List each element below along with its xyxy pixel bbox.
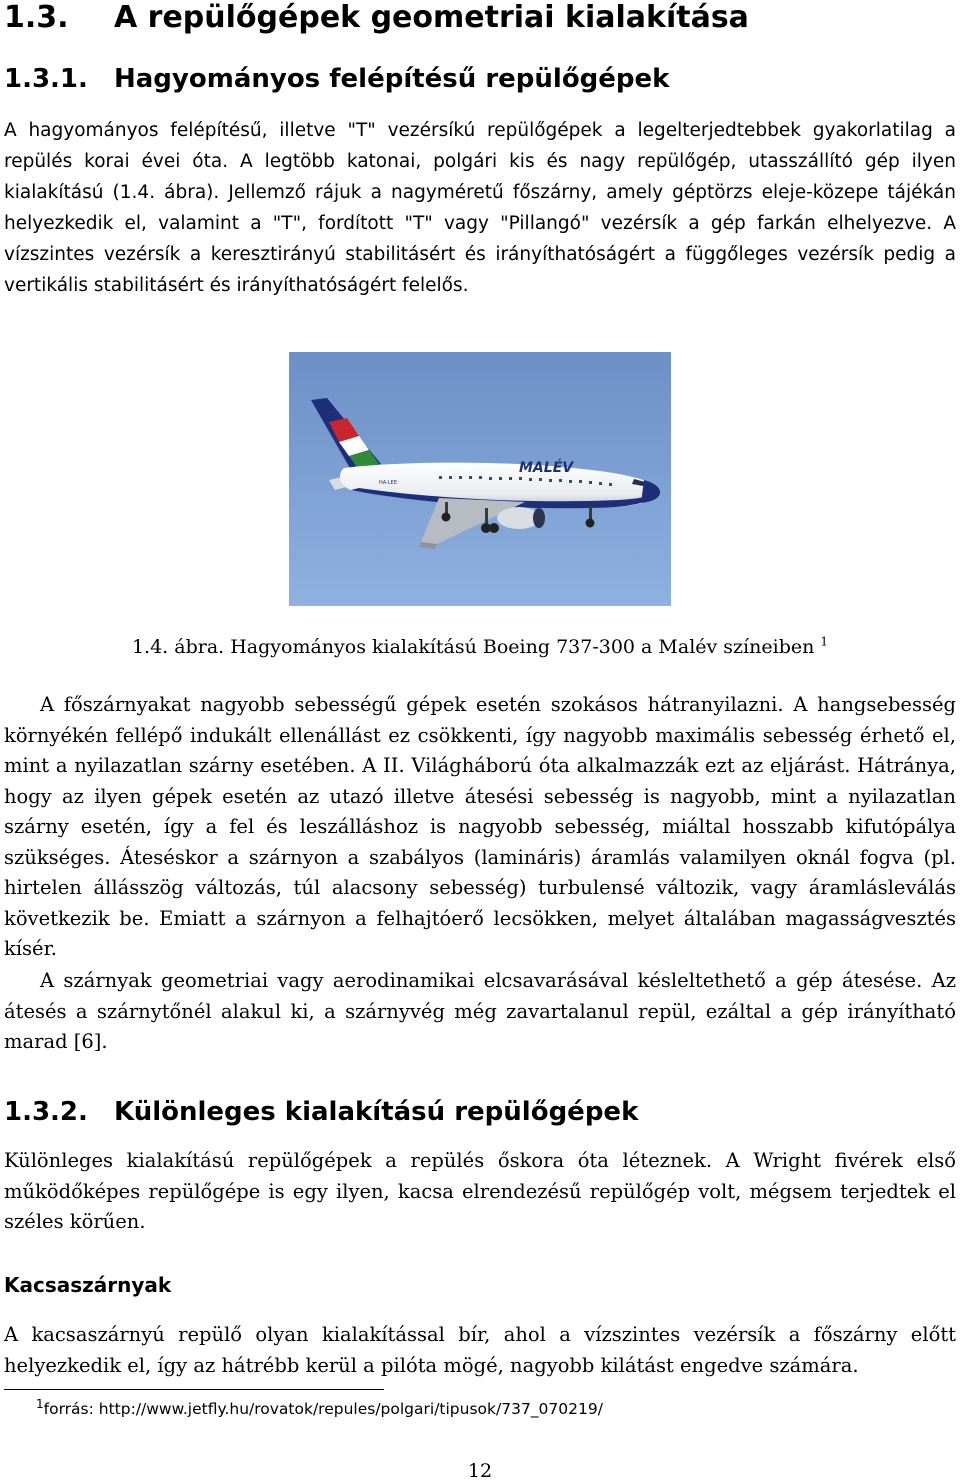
page-number: 12 <box>467 1460 493 1482</box>
figure-caption <box>0 636 960 658</box>
subsection-number: 1.3.2. <box>4 1097 88 1127</box>
footnote <box>36 1396 603 1418</box>
section-title: A repülőgépek geometriai kialakítása <box>114 0 749 35</box>
subsection-title: Hagyományos felépítésű repülőgépek <box>114 64 670 94</box>
subsection-number: 1.3.1. <box>4 64 88 94</box>
footnote-mark: 1 <box>36 1396 44 1411</box>
subsection-heading-2 <box>4 1097 638 1127</box>
footnote-text[interactable]: forrás: http://www.jetfly.hu/rovatok/repules/polgari/tipusok/737_070219/ <box>43 1400 603 1418</box>
paragraph-canard: A kacsaszárnyú repülő olyan kialakítással bír, ahol a vízszintes vezérsík a főszárny előtt helyezkedik el, így az hátrébb kerül a pilóta mögé, nagyobb kilátást engedve számára. <box>4 1323 956 1377</box>
figure-caption-text: 1.4. ábra. Hagyományos kialakítású Boeing 737-300 a Malév színeiben <box>131 636 815 658</box>
section-heading <box>4 0 749 35</box>
section-number: 1.3. <box>4 0 69 35</box>
subsection-heading-1 <box>4 64 669 94</box>
footnote-divider <box>4 1389 384 1390</box>
paragraph-special-aircraft: Különleges kialakítású repülőgépek a repülés őskora óta léteznek. A Wright fivérek első működőképes repülőgépe is egy ilyen, kacsa elrendezésű repülőgép volt, mégsem terjedtek el széles körűen. <box>4 1149 956 1233</box>
paragraph-swept-wings: A főszárnyakat nagyobb sebességű gépek esetén szokásos hátranyilazni. A hangsebesség környékén fellépő indukált ellenállást ez csökkenti, így nagyobb maximális sebesség érhető el, mint a nyilazatlan szárny esetében. A II. Világháború óta alkalmazzák ezt az eljárást. Hátránya, hogy az ilyen gépek esetén az utazó illetve átesési sebesség is nagyobb, mint a nyilazatlan szárny esetén, így a fel és leszálláshoz is nagyobb sebesség, miáltal hosszabb kifutópálya szükséges. Áteséskor a szárnyon a szabályos (lamináris) áramlás valamilyen oknál fogva (pl. hirtelen állásszög változás, túl alacsony sebesség) turbulensé változik, vagy áramlásleválás következik be. Emiatt a szárnyon a felhajtóerő lecsökken, melyet általában magasságvesztés kísér. <box>4 693 956 960</box>
paragraph-conventional-aircraft: A hagyományos felépítésű, illetve "T" vezérsíkú repülőgépek a legelterjedtebbek gyakorlatilag a repülés korai évei óta. A legtöbb katonai, polgári kis és nagy repülőgép, utasszállító gép ilyen kialakítású (1.4. ábra). Jellemző rájuk a nagyméretű főszárny, amely géptörzs eleje-közepe tájékán helyezkedik el, valamint a "T", fordított "T" vagy "Pillangó" vezérsík a gép farkán elhelyezve. A vízszintes vezérsík a keresztirányú stabilitásért és irányíthatóságért a függőleges vezérsík pedig a vertikális stabilitásért és irányíthatóságért felelős. <box>4 120 956 296</box>
footnote-reference[interactable]: 1 <box>820 634 829 649</box>
registration-text: HA-LEE <box>379 480 397 486</box>
subsection-title: Különleges kialakítású repülőgépek <box>114 1097 639 1127</box>
livery-text: MALÉV <box>519 460 574 476</box>
paragraph-heading-canard: Kacsaszárnyak <box>4 1273 172 1297</box>
aircraft-photo <box>289 352 671 606</box>
paragraph-wing-twist: A szárnyak geometriai vagy aerodinamikai elcsavarásával késleltethető a gép átesése. Az átesés a szárnytőnél alakul ki, a szárnyvég még zavartalanul repül, ezáltal a gép irányítható marad [6]. <box>4 969 956 1053</box>
